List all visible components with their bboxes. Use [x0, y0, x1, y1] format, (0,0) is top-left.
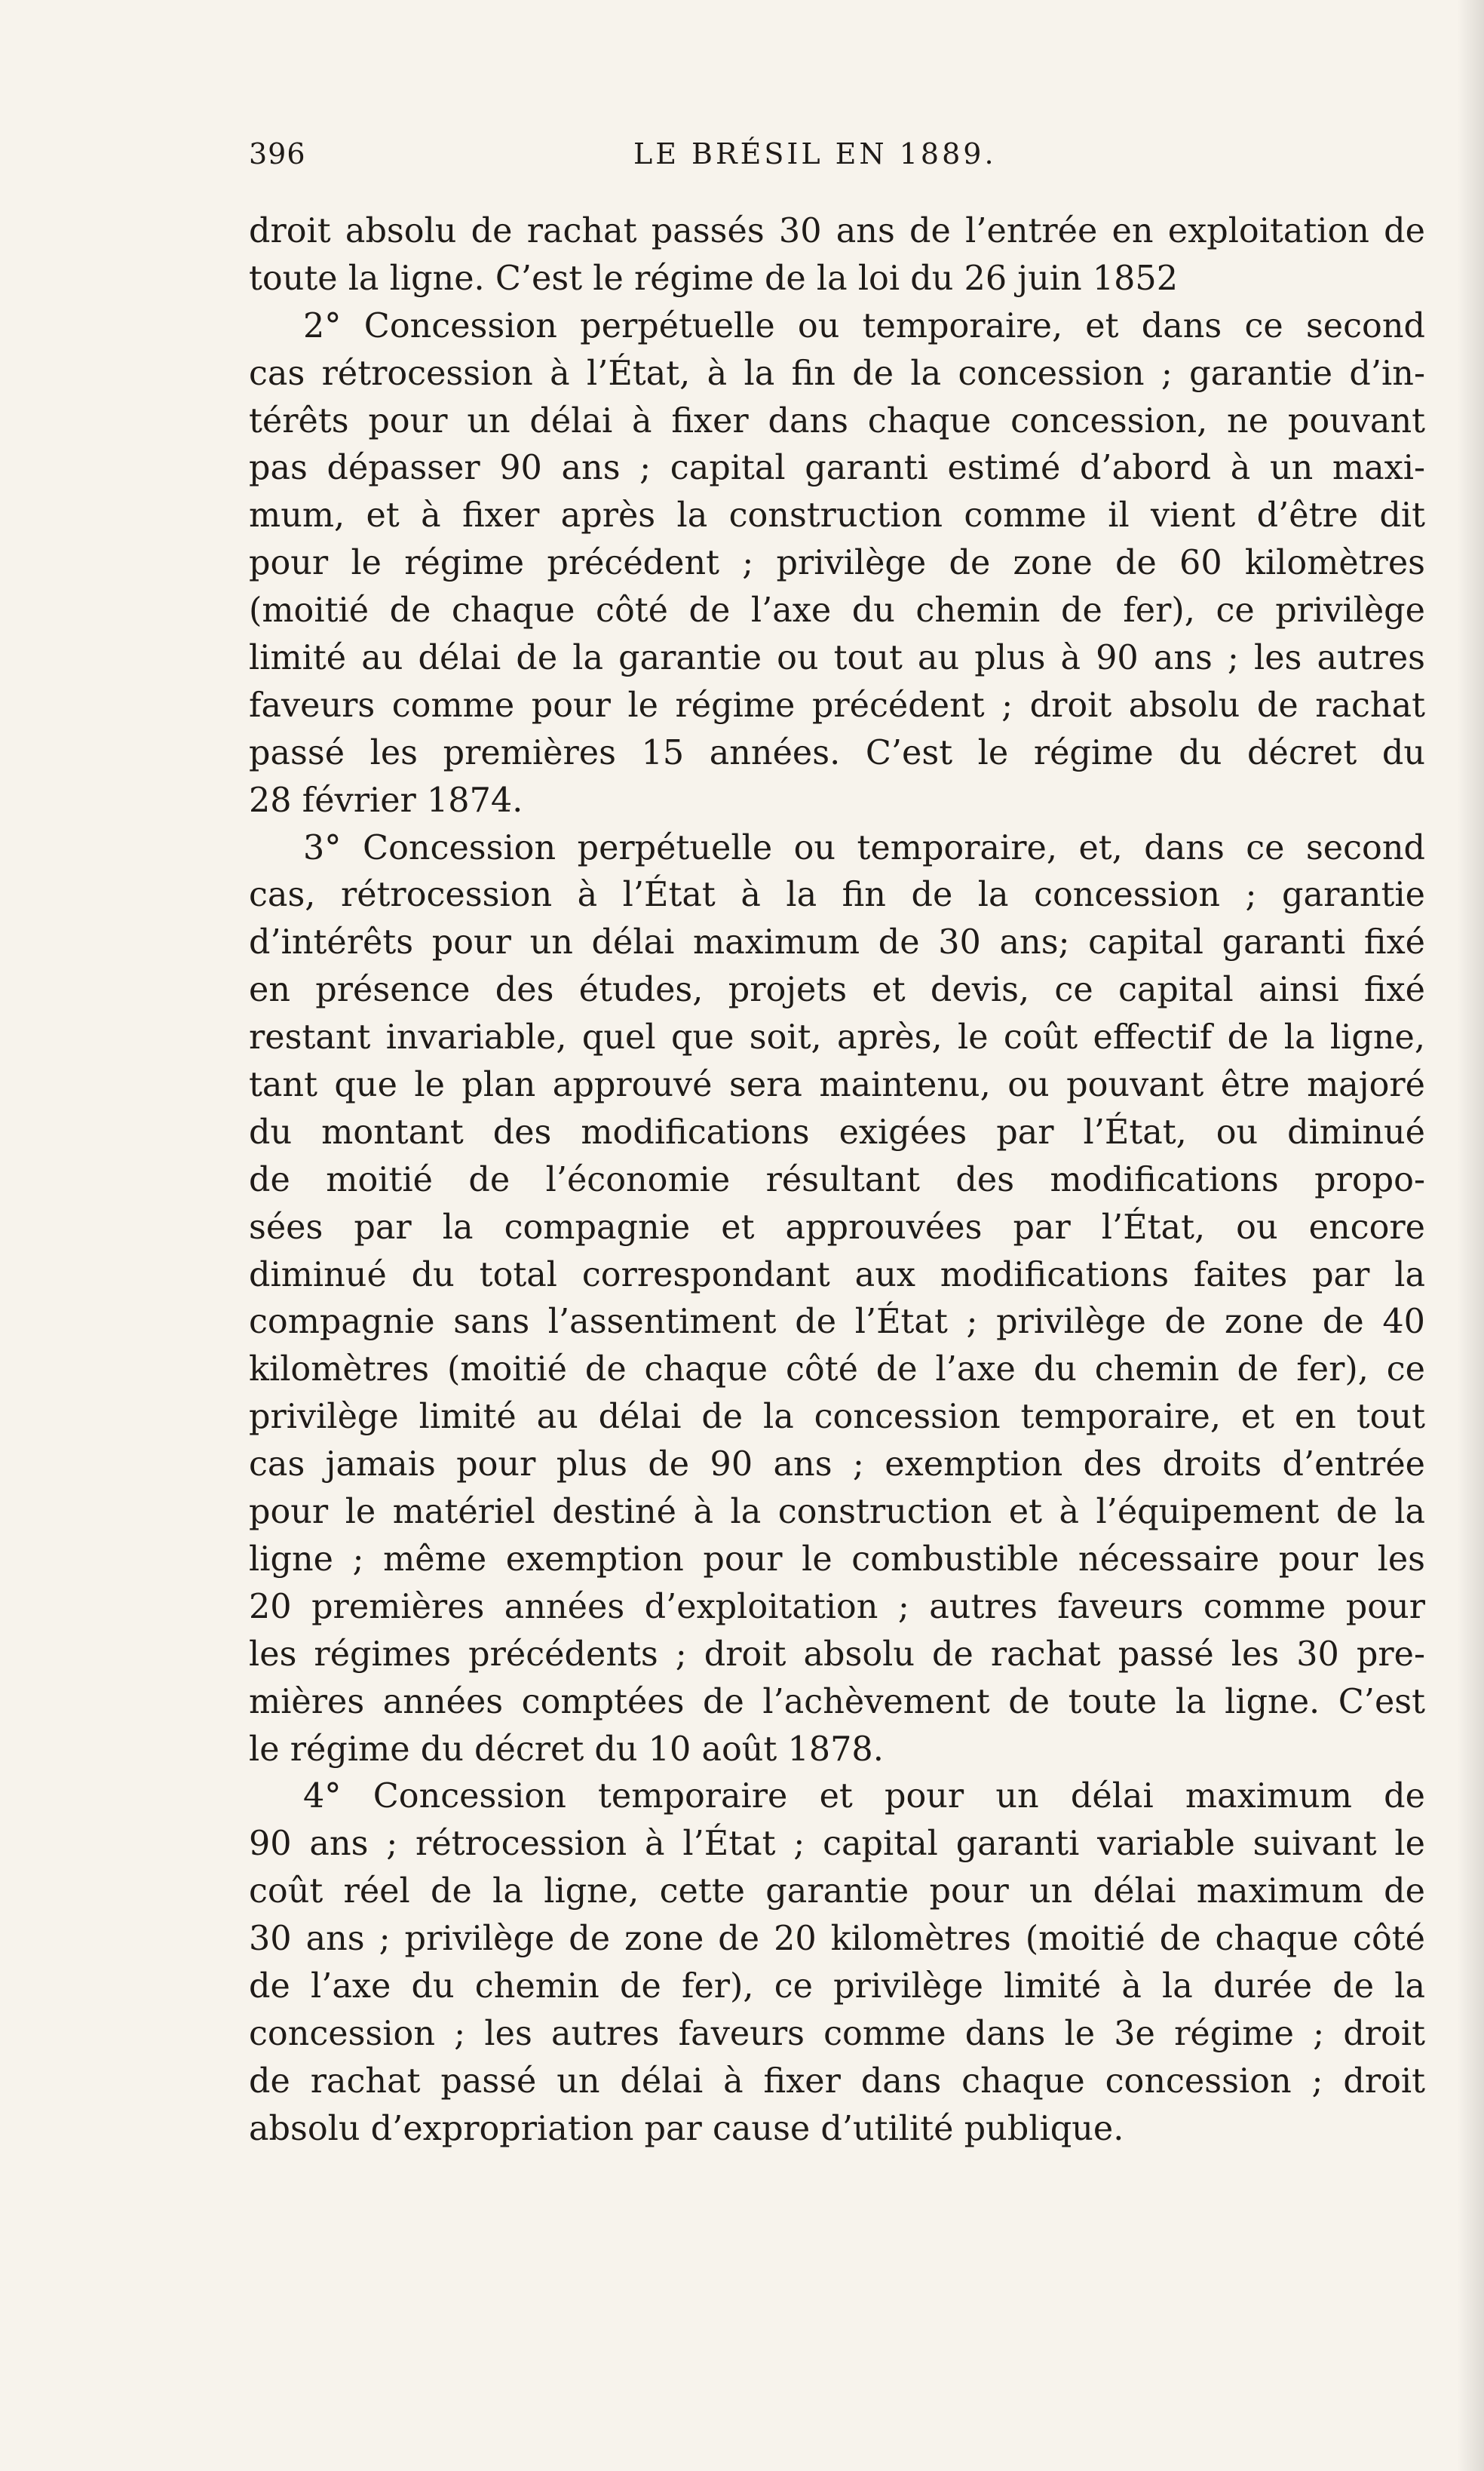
text-line: de l’axe du chemin de fer), ce privilège limité à la durée de la: [249, 1966, 1425, 2006]
text-line: 20 premières années d’exploitation ; autres faveurs comme pour: [249, 1587, 1425, 1626]
text-line: en présence des études, projets et devis, ce capital ainsi fixé: [249, 971, 1425, 1010]
text-line: coût réel de la ligne, cette garantie pour un délai maximum de: [249, 1872, 1425, 1911]
text-line: faveurs comme pour le régime précédent ; droit absolu de rachat: [249, 686, 1425, 725]
text-line: droit absolu de rachat passés 30 ans de l’entrée en exploitation de: [249, 212, 1425, 250]
text-line: (moitié de chaque côté de l’axe du chemin de fer), ce privilège: [249, 591, 1425, 631]
text-line: 3° Concession perpétuelle ou temporaire, et, dans ce second: [303, 828, 1425, 867]
text-line: cas, rétrocession à l’État à la fin de la concession ; garantie: [249, 876, 1425, 915]
text-line: 90 ans ; rétrocession à l’État ; capital garanti variable suivant le: [249, 1825, 1425, 1864]
body-text: [249, 208, 1425, 2153]
text-line: restant invariable, quel que soit, après, le coût effectif de la ligne,: [249, 1018, 1425, 1057]
text-line: sées par la compagnie et approuvées par l’État, ou encore: [249, 1208, 1425, 1247]
text-line: de rachat passé un délai à fixer dans chaque concession ; droit: [249, 2061, 1425, 2101]
text-line: cas rétrocession à l’État, à la fin de la concession ; garantie d’in-: [249, 354, 1425, 393]
text-line: cas jamais pour plus de 90 ans ; exemption des droits d’entrée: [249, 1445, 1425, 1484]
text-line: 2° Concession perpétuelle ou temporaire, et dans ce second: [303, 306, 1425, 345]
page-header: [249, 137, 1425, 183]
text-line: de moitié de l’économie résultant des modifications propo-: [249, 1160, 1425, 1199]
text-line: limité au délai de la garantie ou tout au plus à 90 ans ; les autres: [249, 639, 1425, 678]
text-line: pour le matériel destiné à la construction et à l’équipement de la: [249, 1493, 1425, 1532]
page-edge-shadow: [1457, 0, 1484, 2471]
text-line: privilège limité au délai de la concession temporaire, et en tout: [249, 1398, 1425, 1437]
text-line: ligne ; même exemption pour le combustible nécessaire pour les: [249, 1539, 1425, 1579]
text-line: 4° Concession temporaire et pour un délai maximum de: [303, 1777, 1425, 1816]
text-line: le régime du décret du 10 août 1878.: [249, 1730, 884, 1769]
text-line: 30 ans ; privilège de zone de 20 kilomètres (moitié de chaque côté: [249, 1920, 1425, 1959]
text-line: concession ; les autres faveurs comme dans le 3e régime ; droit: [249, 2014, 1425, 2053]
page-number: 396: [249, 137, 306, 170]
text-line: passé les premières 15 années. C’est le régime du décret du: [249, 733, 1425, 772]
running-title: LE BRÉSIL EN 1889.: [633, 137, 997, 170]
text-line: compagnie sans l’assentiment de l’État ; privilège de zone de 40: [249, 1303, 1425, 1342]
text-line: tant que le plan approuvé sera maintenu, ou pouvant être majoré: [249, 1066, 1425, 1105]
text-line: kilomètres (moitié de chaque côté de l’axe du chemin de fer), ce: [249, 1350, 1425, 1389]
text-line: les régimes précédents ; droit absolu de rachat passé les 30 pre-: [249, 1635, 1425, 1674]
text-line: pas dépasser 90 ans ; capital garanti estimé d’abord à un maxi-: [249, 449, 1425, 488]
text-line: du montant des modifications exigées par l’État, ou diminué: [249, 1113, 1425, 1152]
text-line: absolu d’expropriation par cause d’utilité publique.: [249, 2109, 1124, 2148]
text-line: térêts pour un délai à fixer dans chaque concession, ne pouvant: [249, 401, 1425, 440]
text-line: mum, et à fixer après la construction comme il vient d’être dit: [249, 496, 1425, 536]
text-line: 28 février 1874.: [249, 781, 523, 820]
text-line: mières années comptées de l’achèvement de toute la ligne. C’est: [249, 1682, 1425, 1721]
text-line: toute la ligne. C’est le régime de la loi du 26 juin 1852: [249, 259, 1179, 298]
text-line: diminué du total correspondant aux modifications faites par la: [249, 1255, 1425, 1294]
text-line: d’intérêts pour un délai maximum de 30 ans; capital garanti fixé: [249, 923, 1425, 962]
text-line: pour le régime précédent ; privilège de zone de 60 kilomètres: [249, 544, 1425, 583]
